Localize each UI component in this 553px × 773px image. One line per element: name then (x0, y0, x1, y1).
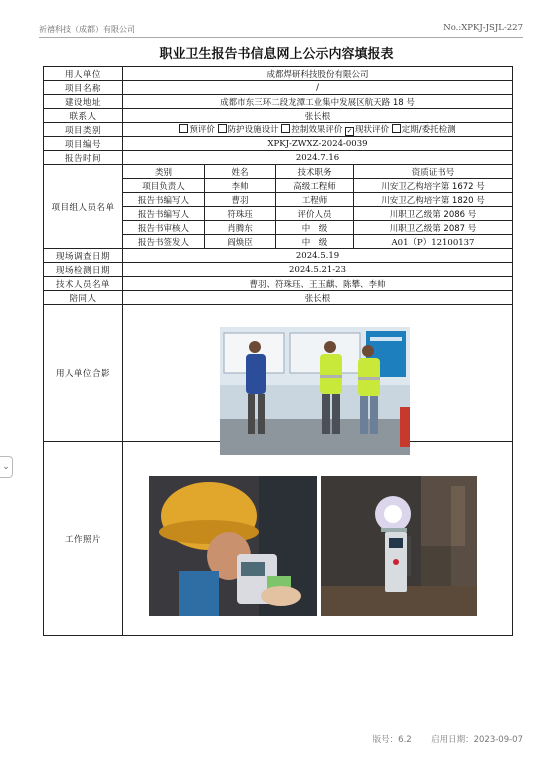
row-accompany (44, 291, 513, 305)
contact-value: 张长根 (123, 109, 513, 123)
member-title: 高级工程师 (276, 179, 354, 193)
member-title: 中 级 (276, 221, 354, 235)
accompany-label: 陪同人 (44, 291, 123, 305)
category-option[interactable]: 防护设施设计 (218, 125, 279, 135)
member-cert: 川安卫乙构培字第 1820 号 (354, 193, 513, 207)
row-contact (44, 109, 513, 123)
contact-label: 联系人 (44, 109, 123, 123)
employer-label: 用人单位 (44, 67, 123, 81)
group-photo-label: 用人单位合影 (44, 305, 123, 442)
header-divider (39, 37, 523, 38)
row-project-no (44, 137, 513, 151)
chevron-down-icon[interactable]: ⌄ (0, 456, 13, 478)
project-no-value: XPKJ-ZWXZ-2024-0039 (123, 137, 513, 151)
member-title: 评价人员 (276, 207, 354, 221)
team-header-cell: 类别 (123, 165, 205, 179)
footer-version: 版号：6.2 (372, 735, 412, 745)
checkbox[interactable] (281, 124, 290, 133)
row-address (44, 95, 513, 109)
work-photos-label: 工作照片 (44, 442, 123, 636)
checkbox[interactable] (218, 124, 227, 133)
report-time-value: 2024.7.16 (123, 151, 513, 165)
member-title: 工程师 (276, 193, 354, 207)
address-value: 成都市东三环二段龙潭工业集中发展区航天路 18 号 (123, 95, 513, 109)
member-cert: A01（P）12100137 (354, 235, 513, 249)
row-project-name (44, 81, 513, 95)
team-label: 项目组人员名单 (44, 165, 123, 249)
technicians-label: 技术人员名单 (44, 277, 123, 291)
row-survey-date (44, 249, 513, 263)
footer (373, 733, 523, 745)
address-label: 建设地址 (44, 95, 123, 109)
project-name-label: 项目名称 (44, 81, 123, 95)
member-role: 报告书审核人 (123, 221, 205, 235)
work-photo-1-image (149, 476, 317, 616)
member-title: 中 级 (276, 235, 354, 249)
team-header-cell: 资质证书号 (354, 165, 513, 179)
category-option[interactable]: ✓ 现状评价 (346, 125, 390, 135)
member-role: 报告书编写人 (123, 193, 205, 207)
page-title: 职业卫生报告书信息网上公示内容填报表 (159, 47, 394, 62)
survey-date-value: 2024.5.19 (123, 249, 513, 263)
member-role: 项目负责人 (123, 179, 205, 193)
footer-date: 启用日期：2023-09-07 (431, 735, 523, 745)
header-doc-code: No.:XPKJ-JSJL-227 (443, 23, 523, 33)
work-photo-1 (149, 476, 317, 616)
member-role: 报告书编写人 (123, 207, 205, 221)
member-name: 肖腾东 (205, 221, 276, 235)
member-role: 报告书签发人 (123, 235, 205, 249)
member-name: 李帅 (205, 179, 276, 193)
survey-date-label: 现场调查日期 (44, 249, 123, 263)
checkbox[interactable] (392, 124, 401, 133)
test-date-value: 2024.5.21-23 (123, 263, 513, 277)
project-no-label: 项目编号 (44, 137, 123, 151)
team-header-cell: 姓名 (205, 165, 276, 179)
report-time-label: 报告时间 (44, 151, 123, 165)
team-header-row (44, 165, 513, 179)
row-test-date (44, 263, 513, 277)
member-cert: 川职卫乙级第 2087 号 (354, 221, 513, 235)
checkbox-checked[interactable]: ✓ (346, 127, 353, 135)
technicians-value: 曹羽、符珠珏、王玉麒、陈攀、李帅 (123, 277, 513, 291)
member-name: 阎焕臣 (205, 235, 276, 249)
team-header-cell: 技术职务 (276, 165, 354, 179)
member-cert: 川职卫乙级第 2086 号 (354, 207, 513, 221)
category-option[interactable]: 预评价 (179, 125, 215, 135)
category-option[interactable]: 定期/委托检测 (392, 125, 456, 135)
checkbox[interactable] (179, 124, 188, 133)
member-name: 符珠珏 (205, 207, 276, 221)
accompany-value: 张长根 (123, 291, 513, 305)
test-date-label: 现场检测日期 (44, 263, 123, 277)
work-photo-2-image (321, 476, 477, 616)
category-options (123, 123, 513, 137)
category-label: 项目类别 (44, 123, 123, 137)
row-employer (44, 67, 513, 81)
group-photo-image (220, 327, 410, 455)
row-technicians (44, 277, 513, 291)
member-cert: 川安卫乙构培字第 1672 号 (354, 179, 513, 193)
work-photo-2 (321, 476, 477, 616)
group-photo (220, 327, 410, 455)
employer-value: 成都焊研科技股份有限公司 (123, 67, 513, 81)
member-name: 曹羽 (205, 193, 276, 207)
row-category (44, 123, 513, 137)
project-name-value: / (123, 81, 513, 95)
header-company: 祈禧科技（成都）有限公司 (39, 25, 135, 34)
row-report-time (44, 151, 513, 165)
category-option[interactable]: 控制效果评价 (281, 125, 342, 135)
